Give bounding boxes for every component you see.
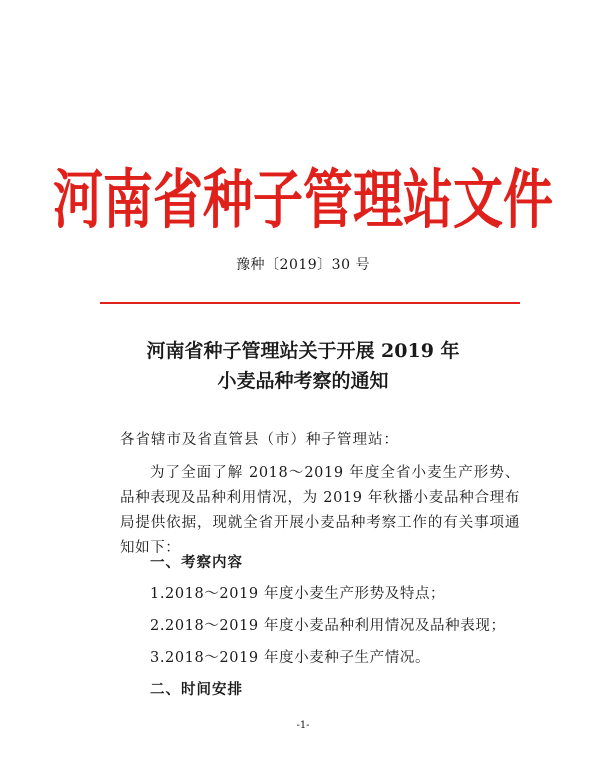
list-item-3: 3.2018～2019 年度小麦种子生产情况。 (150, 650, 431, 666)
section-heading-1: 一、考察内容 (150, 555, 243, 571)
list-item-1: 1.2018～2019 年度小麦生产形势及特点； (150, 586, 446, 602)
issuer-header: 河南省种子管理站文件 (53, 162, 553, 238)
red-separator-line (100, 302, 520, 304)
addressee: 各省辖市及省直管县（市）种子管理站： (120, 432, 399, 448)
section-heading-2: 二、时间安排 (150, 682, 243, 698)
intro-paragraph: 为了全面了解 2018～2019 年度全省小麦生产形势、品种表现及品种利用情况，为 2019 年秋播小麦品种合理布局提供依据，现就全省开展小麦品种考察工作的有关事项通知如下： (120, 465, 520, 556)
page-number: -1- (296, 720, 310, 731)
list-item-2: 2.2018～2019 年度小麦品种利用情况及品种表现； (150, 618, 506, 634)
document-title-line-1: 河南省种子管理站关于开展 2019 年 (146, 340, 460, 362)
document-title-line-2: 小麦品种考察的通知 (217, 370, 389, 392)
document-title (0, 336, 606, 396)
document-number: 豫种〔2019〕30 号 (236, 257, 370, 273)
